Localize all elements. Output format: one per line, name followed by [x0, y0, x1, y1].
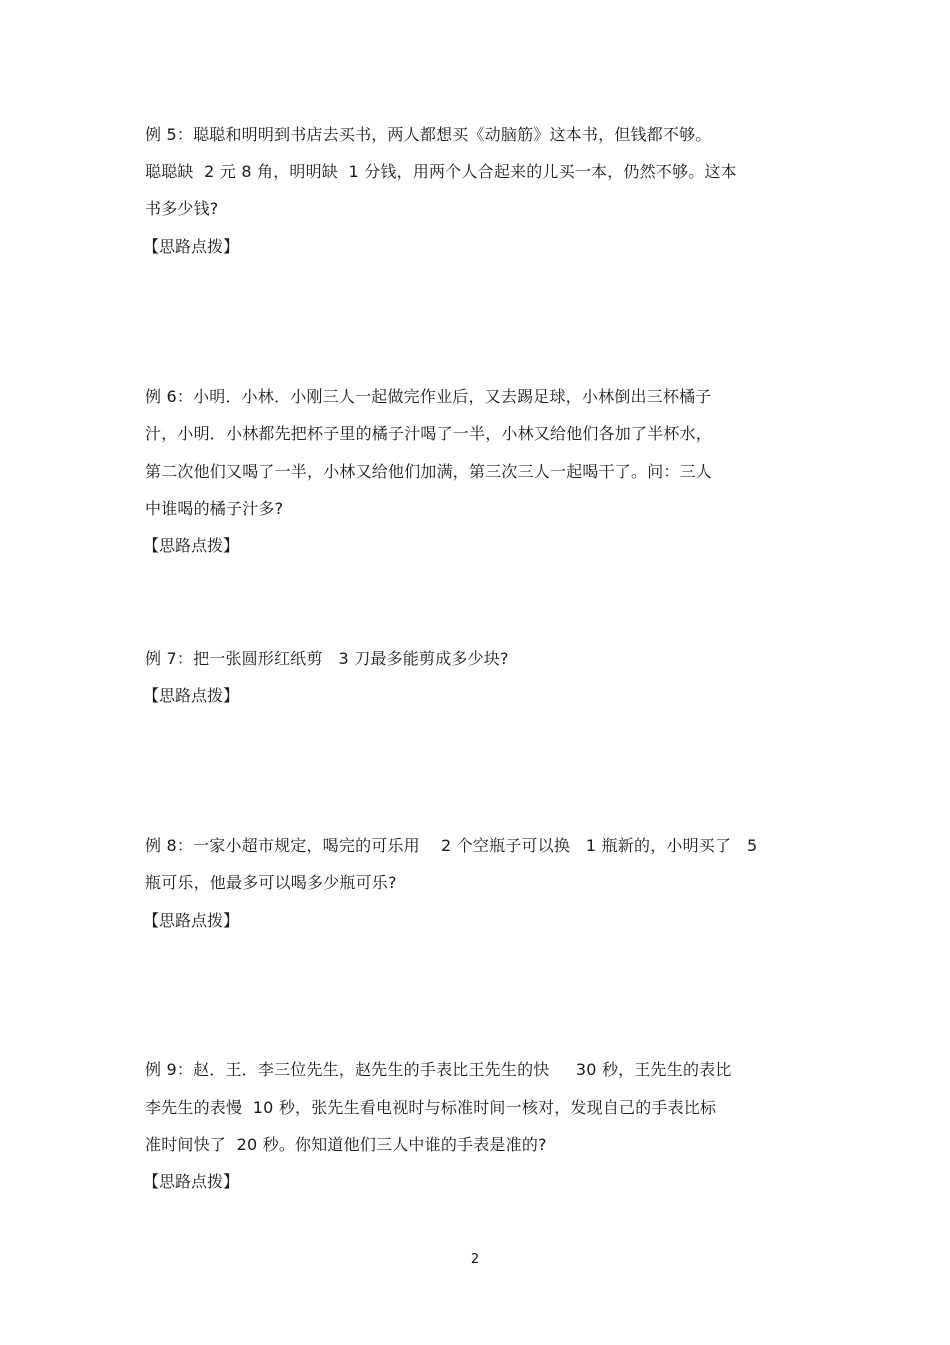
problem-7-hint: 【思路点拨】 [143, 686, 240, 705]
problem-9-hint: 【思路点拨】 [143, 1172, 240, 1191]
problem-6-line-3: 第二次他们又喝了一半，小林又给他们加满，第三次三人一起喝干了。问：三人 [145, 462, 713, 481]
problem-8-hint: 【思路点拨】 [143, 911, 240, 930]
problem-9-line-2: 李先生的表慢 10 秒，张先生看电视时与标准时间一核对，发现自己的手表比标 [145, 1098, 717, 1117]
page-number: 2 [470, 1252, 480, 1267]
problem-9-line-1: 例 9：赵．王．李三位先生，赵先生的手表比王先生的快 30 秒，王先生的表比 [145, 1060, 732, 1079]
problem-6-line-2: 汁，小明．小林都先把杯子里的橘子汁喝了一半，小林又给他们各加了半杯水， [145, 424, 713, 443]
problem-8-line-2: 瓶可乐，他最多可以喝多少瓶可乐? [145, 873, 397, 892]
problem-5-line-3: 书多少钱? [145, 199, 219, 218]
problem-5-hint: 【思路点拨】 [143, 237, 240, 256]
problem-9-line-3: 准时间快了 20 秒。你知道他们三人中谁的手表是准的? [145, 1135, 547, 1154]
problem-5-line-1: 例 5：聪聪和明明到书店去买书，两人都想买《动脑筋》这本书，但钱都不够。 [145, 125, 712, 144]
problem-8-line-1: 例 8：一家小超市规定，喝完的可乐用 2 个空瓶子可以换 1 瓶新的，小明买了 5 [145, 836, 758, 855]
problem-6-hint: 【思路点拨】 [143, 536, 240, 555]
problem-5-line-2: 聪聪缺 2 元 8 角，明明缺 1 分钱，用两个人合起来的儿买一本，仍然不够。这本 [145, 162, 737, 181]
problem-6-line-1: 例 6：小明．小林．小刚三人一起做完作业后，又去踢足球，小林倒出三杯橘子 [145, 387, 712, 406]
problem-7-line-1: 例 7：把一张圆形红纸剪 3 刀最多能剪成多少块? [145, 649, 509, 668]
problem-6-line-4: 中谁喝的橘子汁多? [145, 499, 284, 518]
